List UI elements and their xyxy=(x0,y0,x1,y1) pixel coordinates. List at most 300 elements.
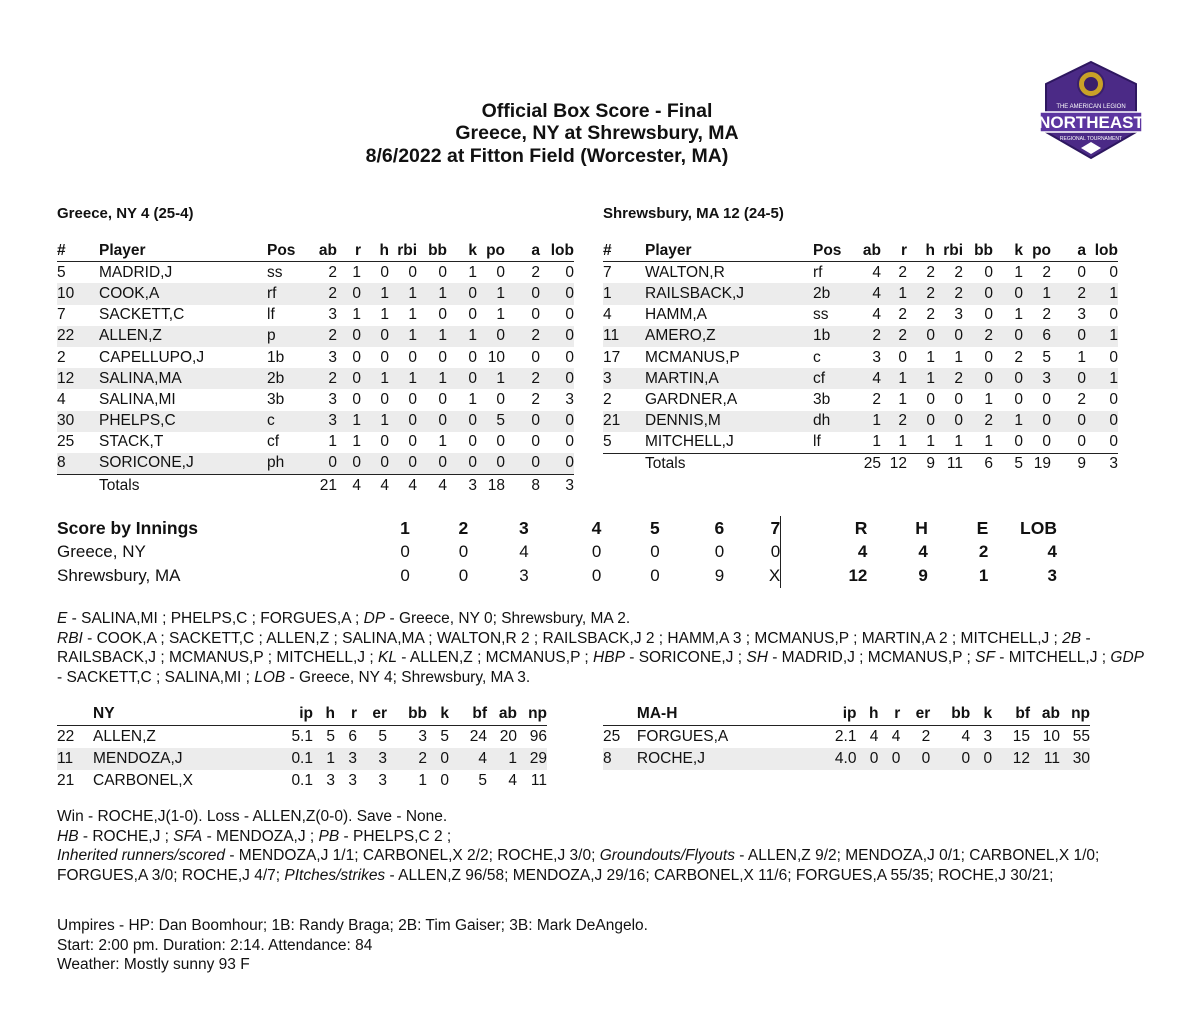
batter-k: 0 xyxy=(447,411,477,432)
batter-rbi: 0 xyxy=(408,433,417,451)
batter-ab: 3 xyxy=(328,348,337,366)
pitching-team-heading: MA-H xyxy=(637,703,815,726)
batter-r: 0 xyxy=(337,368,361,389)
pitcher-cell: 29 xyxy=(517,748,547,770)
batter-bb: 1 xyxy=(963,432,993,454)
batter-row xyxy=(57,389,574,410)
batter-r: 0 xyxy=(337,326,361,347)
pitch-notes-line xyxy=(57,827,1147,847)
inning-score: X xyxy=(724,564,780,588)
pitcher-cell: 5 xyxy=(478,772,487,789)
batter-ab: 3 xyxy=(328,306,337,324)
note-text: - Greece, NY 0; Shrewsbury, MA 2. xyxy=(385,610,631,627)
pitcher-cell: 4 xyxy=(449,748,487,770)
batter-number: 22 xyxy=(57,326,99,347)
pitching-notes xyxy=(57,807,1147,885)
batter-ab: 1 xyxy=(853,411,881,432)
batter-player: SALINA,MA xyxy=(99,368,267,389)
totals-cell: 21 xyxy=(319,476,337,494)
report-title: Official Box Score - Final xyxy=(481,100,713,122)
batter-number: 5 xyxy=(57,263,66,281)
batter-row xyxy=(57,262,574,284)
batter-h: 0 xyxy=(926,390,935,408)
batter-number: 25 xyxy=(57,433,75,451)
northeast-tournament-logo xyxy=(1036,58,1146,164)
batter-h: 2 xyxy=(926,306,935,324)
batter-h: 0 xyxy=(380,390,389,408)
batter-rbi: 0 xyxy=(408,263,417,281)
away-batting-table xyxy=(57,240,574,496)
batter-row xyxy=(57,432,574,453)
home-team-heading: Shrewsbury, MA 12 (24-5) xyxy=(603,205,784,222)
batter-row xyxy=(603,432,1118,454)
batter-number: 2 xyxy=(57,348,66,366)
batter-k: 0 xyxy=(447,453,477,475)
batter-po: 1 xyxy=(477,283,505,304)
batter-r: 1 xyxy=(881,283,907,304)
batter-po: 3 xyxy=(1023,368,1051,389)
note-label: PItches/strikes xyxy=(284,866,386,884)
batter-h: 0 xyxy=(907,411,935,432)
batter-bb: 2 xyxy=(963,411,993,432)
batter-number: 5 xyxy=(603,432,645,454)
batter-a: 0 xyxy=(531,433,540,451)
batter-a: 0 xyxy=(1051,411,1086,432)
pitch-notes-line xyxy=(57,807,1147,827)
batter-player: MITCHELL,J xyxy=(645,432,813,454)
batter-h: 0 xyxy=(380,433,389,451)
pitcher-cell: 0 xyxy=(930,748,970,770)
batter-lob: 0 xyxy=(540,326,574,347)
pitching-header-bf: bf xyxy=(449,703,487,726)
batter-a: 0 xyxy=(1051,326,1086,347)
logo-line3: REGIONAL TOURNAMENT xyxy=(1059,136,1123,142)
innings-total-header-lob: LOB xyxy=(1020,517,1057,538)
batting-totals-row xyxy=(603,453,1118,475)
batter-player: STACK,T xyxy=(99,433,164,451)
batter-row xyxy=(603,411,1118,432)
batter-po: 1 xyxy=(477,368,505,389)
batter-r: 0 xyxy=(337,453,361,475)
batter-a: 0 xyxy=(505,411,540,432)
pitcher-cell: CARBONEL,X xyxy=(93,772,193,789)
batter-pos: c xyxy=(267,411,307,432)
pitcher-cell: 4 xyxy=(961,728,971,745)
batter-pos: rf xyxy=(813,263,823,281)
note-label: SFA xyxy=(173,827,203,845)
batter-row xyxy=(57,368,574,389)
note-text: - PHELPS,C 2 ; xyxy=(339,827,452,845)
batter-k: 1 xyxy=(993,411,1023,432)
batter-lob: 0 xyxy=(565,348,574,366)
batter-player: MARTIN,A xyxy=(645,368,813,389)
pitching-header-np: np xyxy=(517,703,547,726)
note-text: - SORICONE,J ; xyxy=(624,649,747,666)
batter-player: HAMM,A xyxy=(645,306,707,324)
batter-r: 1 xyxy=(898,390,907,408)
batting-header-lob: lob xyxy=(540,240,574,262)
note-text: - COOK,A ; SACKETT,C ; ALLEN,Z ; SALINA,MA ; WALTON,R 2 ; RAILSBACK,J 2 ; HAMM,A 3 ; MCMANUS,P ; MARTIN,A 2 ; MITCHELL,J ; xyxy=(82,629,1063,647)
note-label: SF xyxy=(975,649,995,666)
pitcher-cell: MENDOZA,J xyxy=(93,748,273,770)
pitcher-cell: 1 xyxy=(487,748,517,770)
totals-cell: 6 xyxy=(963,453,993,475)
batter-a: 0 xyxy=(1051,432,1086,454)
pitching-header-bb: bb xyxy=(387,703,427,726)
pitcher-cell: 3 xyxy=(335,748,357,770)
batter-rbi: 1 xyxy=(408,306,417,324)
batter-ab: 1 xyxy=(853,432,881,454)
batter-ab: 2 xyxy=(853,326,881,347)
batting-header-r: r xyxy=(881,240,907,262)
totals-cell: 12 xyxy=(881,453,907,475)
batter-bb: 0 xyxy=(417,411,447,432)
pitcher-cell: 0 xyxy=(970,748,992,770)
pitch-notes-line xyxy=(57,846,1147,885)
batter-a: 0 xyxy=(1051,368,1086,389)
batter-k: 0 xyxy=(468,306,477,324)
batter-a: 0 xyxy=(1077,263,1086,281)
batter-a: 2 xyxy=(505,368,540,389)
batter-row xyxy=(57,453,574,475)
batter-pos: rf xyxy=(267,283,307,304)
pitcher-cell: 1 xyxy=(418,772,427,789)
batter-k: 0 xyxy=(1014,390,1023,408)
pitcher-cell: 11 xyxy=(1030,748,1060,770)
batter-h: 2 xyxy=(926,263,935,281)
pitching-header-k: k xyxy=(970,703,992,726)
batter-row xyxy=(603,368,1118,389)
batter-pos: lf xyxy=(267,306,275,324)
batter-rbi: 0 xyxy=(935,411,963,432)
batter-r: 2 xyxy=(898,263,907,281)
batter-number: 17 xyxy=(603,348,621,366)
batting-header-h: h xyxy=(361,240,389,262)
batter-rbi: 0 xyxy=(408,390,417,408)
inning-score: 0 xyxy=(458,542,469,561)
batting-header-#: # xyxy=(57,240,99,262)
pitcher-cell: ROCHE,J xyxy=(637,748,815,770)
pitching-team-heading: NY xyxy=(93,703,273,726)
innings-total: 1 xyxy=(978,566,989,585)
batter-number: 30 xyxy=(57,411,99,432)
date-venue: 8/6/2022 at Fitton Field (Worcester, MA) xyxy=(365,145,729,167)
batter-pos: c xyxy=(813,348,821,366)
innings-total-header-r: R xyxy=(854,517,868,538)
batter-pos: ss xyxy=(813,306,829,324)
pitcher-cell: 0.1 xyxy=(273,748,313,770)
innings-team: Greece, NY xyxy=(57,542,146,561)
batting-header-a: a xyxy=(1051,240,1086,262)
note-text: - ALLEN,Z ; MCMANUS,P ; xyxy=(396,649,594,666)
totals-cell: Totals xyxy=(645,453,813,475)
totals-cell: 3 xyxy=(468,476,477,494)
batter-lob: 0 xyxy=(1109,390,1118,408)
innings-team: Shrewsbury, MA xyxy=(57,566,181,585)
innings-total: 4 xyxy=(1047,542,1057,561)
batter-pos: lf xyxy=(813,432,853,454)
pitching-header-er: er xyxy=(900,703,930,726)
note-text: - MENDOZA,J ; xyxy=(202,827,319,845)
note-label: LOB xyxy=(254,668,286,686)
batter-row xyxy=(57,411,574,432)
batter-r: 2 xyxy=(898,306,907,324)
batting-header-rbi: rbi xyxy=(935,240,963,262)
batter-lob: 0 xyxy=(1109,306,1118,324)
home-batting-table xyxy=(603,240,1118,475)
batter-row xyxy=(57,305,574,326)
note-text: - SACKETT,C ; SALINA,MI ; xyxy=(57,668,255,686)
batter-po: 10 xyxy=(487,348,505,366)
batter-rbi: 1 xyxy=(389,326,417,347)
batter-player: COOK,A xyxy=(99,283,267,304)
pitcher-cell: 4 xyxy=(891,728,901,745)
inning-score: 0 xyxy=(400,542,410,561)
batter-h: 1 xyxy=(907,432,935,454)
pitcher-cell: 2 xyxy=(921,728,931,745)
batter-lob: 0 xyxy=(540,453,574,475)
batter-r: 2 xyxy=(881,326,907,347)
batter-number: 10 xyxy=(57,283,99,304)
totals-cell: 4 xyxy=(438,476,447,494)
inning-header: 3 xyxy=(518,517,529,538)
batter-h: 0 xyxy=(361,326,389,347)
innings-total: 4 xyxy=(857,542,868,561)
batter-a: 2 xyxy=(531,263,540,281)
batter-po: 0 xyxy=(477,453,505,475)
pitcher-cell: 4 xyxy=(869,728,879,745)
batter-ab: 3 xyxy=(872,348,881,366)
batter-bb: 1 xyxy=(417,283,447,304)
note-text: - ALLEN,Z 96/58; MENDOZA,J 29/16; CARBONEL,X 11/6; FORGUES,A 55/35; ROCHE,J 30/21; xyxy=(385,866,1054,884)
note-text: - ALLEN,Z 9/2; MENDOZA,J 0/1; CARBONEL,X 1/0; FORGUES,A 3/0; ROCHE,J 4/7; xyxy=(57,847,1100,884)
pitching-header-ab: ab xyxy=(1030,703,1060,726)
batter-ab: 1 xyxy=(328,433,337,451)
away-team-heading: Greece, NY 4 (25-4) xyxy=(57,205,194,222)
batter-lob: 0 xyxy=(1086,432,1118,454)
inning-score: 0 xyxy=(458,566,469,585)
pitcher-cell: 0 xyxy=(856,748,878,770)
note-label: 2B xyxy=(1062,629,1082,647)
innings-total: 12 xyxy=(848,566,868,585)
pitcher-cell: 5 xyxy=(440,728,449,745)
batter-row xyxy=(603,262,1118,284)
score-by-innings-table xyxy=(57,516,1057,588)
batter-lob: 0 xyxy=(540,283,574,304)
pitcher-cell: 25 xyxy=(603,728,621,745)
pitcher-cell: 2 xyxy=(387,748,427,770)
batter-number: 21 xyxy=(603,411,645,432)
batter-po: 5 xyxy=(477,411,505,432)
batter-a: 2 xyxy=(505,326,540,347)
batter-po: 2 xyxy=(1042,263,1051,281)
inning-score: 0 xyxy=(591,542,602,561)
batter-player: DENNIS,M xyxy=(645,411,813,432)
inning-header: 1 xyxy=(400,517,410,538)
pitching-header-h: h xyxy=(856,703,878,726)
inning-header: 4 xyxy=(591,517,602,538)
batter-ab: 4 xyxy=(853,283,881,304)
batter-a: 2 xyxy=(1077,390,1086,408)
pitcher-cell: 6 xyxy=(348,728,357,745)
pitcher-cell: 12 xyxy=(992,748,1030,770)
pitcher-row xyxy=(57,748,547,770)
pitcher-cell: 2.1 xyxy=(834,728,857,745)
notes-line xyxy=(57,629,1147,688)
batter-po: 6 xyxy=(1023,326,1051,347)
batter-pos: 2b xyxy=(267,368,307,389)
note-label: HBP xyxy=(593,649,625,666)
pitcher-cell: 0 xyxy=(878,748,900,770)
batter-ab: 3 xyxy=(307,411,337,432)
pitching-header-ip: ip xyxy=(815,703,857,726)
innings-total-header-h: H xyxy=(915,517,928,538)
batter-pos: cf xyxy=(267,433,280,451)
batter-h: 1 xyxy=(361,283,389,304)
batter-number: 4 xyxy=(57,390,66,408)
batter-player: RAILSBACK,J xyxy=(645,283,813,304)
totals-cell: 4 xyxy=(380,476,389,494)
note-text: Win - ROCHE,J(1-0). Loss - ALLEN,Z(0-0). Save - None. xyxy=(57,808,448,825)
batter-player: MADRID,J xyxy=(99,263,173,281)
game-info-line: Start: 2:00 pm. Duration: 2:14. Attendance: 84 xyxy=(57,936,373,954)
batter-rbi: 1 xyxy=(389,283,417,304)
pitcher-cell: 0 xyxy=(440,772,449,789)
innings-total: 9 xyxy=(918,566,928,585)
batter-po: 2 xyxy=(1042,306,1051,324)
batting-header-Player: Player xyxy=(99,240,267,262)
batting-header-Player: Player xyxy=(645,240,813,262)
totals-cell: 11 xyxy=(935,453,963,475)
batter-lob: 0 xyxy=(1109,263,1118,281)
totals-cell xyxy=(603,453,645,475)
batter-k: 0 xyxy=(993,432,1023,454)
pitcher-cell: 3 xyxy=(357,748,387,770)
pitcher-cell: FORGUES,A xyxy=(636,728,729,745)
batter-po: 0 xyxy=(1023,411,1051,432)
batter-bb: 1 xyxy=(984,390,993,408)
pitcher-cell: ALLEN,Z xyxy=(93,728,156,745)
batter-ab: 2 xyxy=(872,390,881,408)
note-label: SH xyxy=(746,649,768,666)
batter-po: 0 xyxy=(496,263,505,281)
batting-header-h: h xyxy=(907,240,935,262)
batter-k: 1 xyxy=(1014,263,1023,281)
pitcher-cell: 0 xyxy=(900,748,930,770)
batter-a: 0 xyxy=(531,348,540,366)
batter-number: 12 xyxy=(57,368,99,389)
totals-cell xyxy=(57,475,99,497)
game-info xyxy=(57,916,1147,975)
totals-cell xyxy=(267,475,307,497)
batter-bb: 0 xyxy=(984,306,993,324)
batter-rbi: 2 xyxy=(935,368,963,389)
batter-rbi: 0 xyxy=(954,390,963,408)
batter-h: 0 xyxy=(361,453,389,475)
batter-po: 1 xyxy=(496,306,505,324)
batter-lob: 0 xyxy=(540,411,574,432)
batter-ab: 0 xyxy=(307,453,337,475)
batter-number: 1 xyxy=(603,283,645,304)
batting-header-rbi: rbi xyxy=(389,240,417,262)
batter-bb: 1 xyxy=(438,433,447,451)
pitcher-cell: 11 xyxy=(530,772,547,789)
pitcher-cell: 0 xyxy=(427,748,449,770)
totals-cell: 18 xyxy=(487,476,505,494)
batter-a: 0 xyxy=(531,306,540,324)
batter-bb: 1 xyxy=(417,368,447,389)
logo-line2: NORTHEAST xyxy=(1038,113,1144,132)
batter-row xyxy=(603,305,1118,326)
batter-a: 2 xyxy=(1051,283,1086,304)
batter-ab: 3 xyxy=(328,390,337,408)
batter-player: SALINA,MI xyxy=(99,390,176,408)
batting-totals-row xyxy=(57,475,574,497)
pitcher-cell: 5 xyxy=(378,728,387,745)
batting-header-k: k xyxy=(993,240,1023,262)
batting-header-bb: bb xyxy=(417,240,447,262)
totals-cell: Totals xyxy=(99,476,140,494)
logo-line1: THE AMERICAN LEGION xyxy=(1056,104,1126,110)
batter-bb: 2 xyxy=(963,326,993,347)
pitcher-cell: 4 xyxy=(508,772,517,789)
batter-a: 2 xyxy=(531,390,540,408)
pitching-header-r: r xyxy=(878,703,900,726)
innings-total: 4 xyxy=(918,542,928,561)
batter-r: 0 xyxy=(898,348,907,366)
batter-ab: 4 xyxy=(872,263,881,281)
batter-k: 0 xyxy=(993,368,1023,389)
batter-row xyxy=(57,326,574,347)
totals-cell: 3 xyxy=(1086,453,1118,475)
batter-po: 1 xyxy=(1023,283,1051,304)
batter-r: 1 xyxy=(352,263,361,281)
batter-player: PHELPS,C xyxy=(99,411,267,432)
batter-r: 1 xyxy=(337,411,361,432)
batter-ab: 2 xyxy=(307,368,337,389)
pitcher-cell: 3 xyxy=(326,772,335,789)
batter-rbi: 0 xyxy=(935,326,963,347)
batter-k: 0 xyxy=(468,348,477,366)
inning-score: 4 xyxy=(519,542,529,561)
pitcher-row xyxy=(603,726,1090,749)
note-text: - RAILSBACK,J ; MCMANUS,P ; MITCHELL,J ; xyxy=(57,629,1091,666)
batting-header-Pos: Pos xyxy=(813,240,853,262)
batter-pos: ss xyxy=(267,263,283,281)
batter-k: 1 xyxy=(447,326,477,347)
batter-h: 1 xyxy=(361,411,389,432)
note-label: KL xyxy=(377,649,397,666)
inning-header: 6 xyxy=(714,517,725,538)
batter-lob: 0 xyxy=(565,433,574,451)
pitcher-row xyxy=(603,748,1090,770)
batter-lob: 1 xyxy=(1086,283,1118,304)
batter-lob: 1 xyxy=(1086,326,1118,347)
batter-lob: 0 xyxy=(1109,348,1118,366)
batter-r: 1 xyxy=(352,433,361,451)
note-text: - SALINA,MI ; PHELPS,C ; FORGUES,A ; xyxy=(67,610,364,627)
pitcher-cell: 20 xyxy=(499,728,517,745)
note-label: Inherited runners/scored xyxy=(57,847,226,864)
batter-k: 0 xyxy=(993,283,1023,304)
home-pitching-table xyxy=(603,703,1090,770)
batter-r: 2 xyxy=(881,411,907,432)
note-label: Groundouts/Flyouts xyxy=(599,847,735,864)
batter-a: 0 xyxy=(505,283,540,304)
batter-number: 4 xyxy=(603,306,612,324)
pitching-header-bf: bf xyxy=(992,703,1030,726)
batter-r: 0 xyxy=(352,390,361,408)
